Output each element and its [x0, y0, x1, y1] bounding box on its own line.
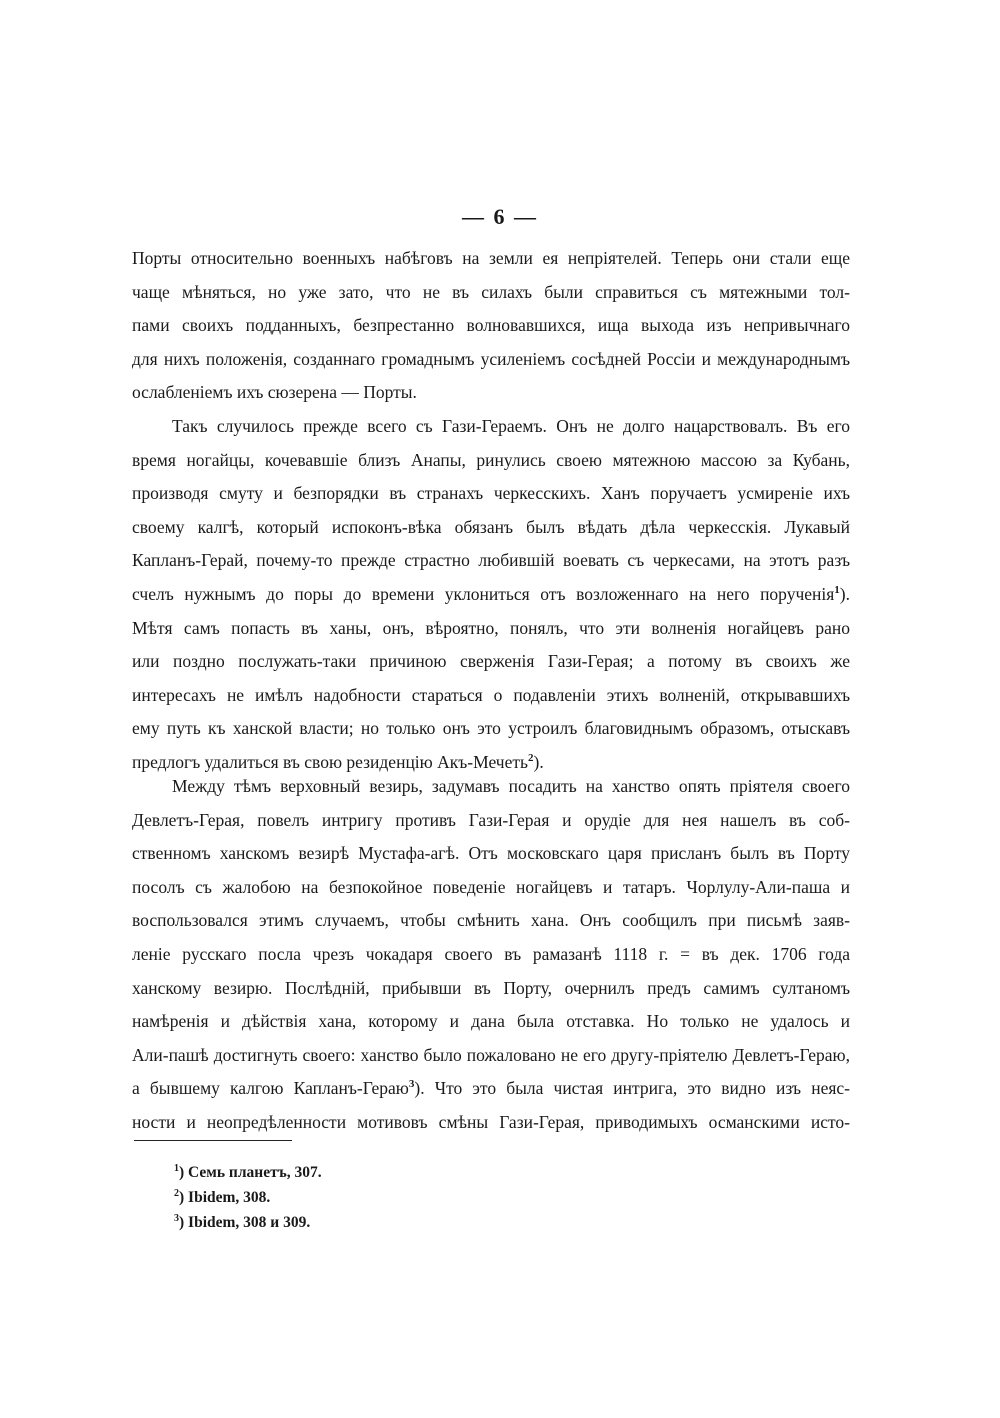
text-line: время ногайцы, кочевавшіе близъ Анапы, ринулись своею мятежною массою за Кубань,: [132, 449, 850, 470]
footnote-text: ) Семь планетъ, 307.: [179, 1164, 322, 1181]
text-line: посолъ съ жалобою на безпокойное поведеніе ногайцевъ и татаръ. Чорлулу-Али-паша и: [132, 876, 850, 897]
paragraph-3: [132, 770, 850, 1140]
text-line: Мѣтя самъ попасть въ ханы, онъ, вѣроятно, понялъ, что эти волненія ногайцевъ рано: [132, 617, 850, 638]
line-text: а бывшему калгою Капланъ-Гераю: [132, 1078, 409, 1099]
text-line: пами своихъ подданныхъ, безпрестанно волновавшихся, ища выхода изъ непривычнаго: [132, 315, 850, 336]
footnote-ref-2[interactable]: 2: [528, 752, 534, 765]
footnote-text: ) Ibidem, 308 и 309.: [179, 1214, 311, 1231]
text-line: Такъ случилось прежде всего съ Гази-Гераемъ. Онъ не долго нацарствовалъ. Въ его: [172, 416, 850, 436]
text-line: своему калгѣ, который испоконъ-вѣка обязанъ былъ вѣдать дѣла черкесскія. Лукавый: [132, 516, 850, 537]
footnote-ref-1[interactable]: 1: [834, 584, 840, 597]
text-line: леніе русскаго посла чрезъ чокадаря своего въ рамазанѣ 1118 г. = въ дек. 1706 года: [132, 943, 850, 964]
footnotes: [174, 1160, 574, 1235]
text-line: ности и неопредѣленности мотивовъ смѣны Гази-Герая, приводимыхъ османскими исто-: [132, 1111, 850, 1132]
footnote-2: [174, 1185, 574, 1210]
text-line: ханскому везирю. Послѣдній, прибывши въ Порту, очернилъ предъ самимъ султаномъ: [132, 977, 850, 998]
footnote-1: [174, 1160, 574, 1185]
footnote-mark: 3: [174, 1212, 179, 1224]
line-tail: ). Что это была чистая интрига, это видно изъ неяс-: [414, 1078, 850, 1099]
text-line: Между тѣмъ верховный везирь, задумавъ посадить на ханство опять пріятеля своего: [172, 776, 850, 796]
text-line: или поздно послужать-таки причиною сверженія Гази-Герая; а потому въ своихъ же: [132, 651, 850, 672]
footnote-mark: 2: [174, 1187, 179, 1199]
line-tail: ).: [839, 583, 850, 604]
text-line: интересахъ не имѣлъ надобности стараться о подавленіи этихъ волненій, открывавшихъ: [132, 684, 850, 705]
text-line: Капланъ-Герай, почему-то прежде страстно любившій воевать съ черкесами, на этотъ разъ: [132, 550, 850, 571]
text-line: производя смуту и безпорядки въ странахъ черкесскихъ. Ханъ поручаетъ усмиреніе ихъ: [132, 483, 850, 504]
page-number: — 6 —: [462, 204, 538, 229]
footnote-divider: [134, 1140, 292, 1141]
text-line: [132, 1072, 850, 1106]
text-line: для нихъ положенія, созданнаго громаднымъ усиленіемъ сосѣдней Россіи и международнымъ: [132, 348, 850, 369]
line-text: предлогъ удалиться въ свою резиденцію Акъ-Мечеть: [132, 751, 528, 772]
paragraph-1: [132, 242, 850, 410]
footnote-ref-3[interactable]: 3: [408, 1078, 415, 1091]
line-tail: ).: [533, 751, 544, 772]
text-line: ственномъ ханскомъ везирѣ Мустафа-агѣ. Отъ московскаго царя присланъ былъ въ Порту: [132, 843, 850, 864]
text-line: Девлетъ-Герая, повелъ интригу противъ Гази-Герая и орудіе для нея нашелъ въ соб-: [132, 809, 850, 830]
text-line: воспользовался этимъ случаемъ, чтобы смѣнить хана. Онъ сообщилъ при письмѣ заяв-: [132, 910, 850, 931]
text-line: намѣренія и дѣйствія хана, которому и дана была отставка. Но только не удалось и: [132, 1011, 850, 1032]
footnote-text: ) Ibidem, 308.: [179, 1189, 271, 1206]
text-line: ему путь къ ханской власти; но только онъ это устроилъ благовиднымъ образомъ, отыскавъ: [132, 718, 850, 739]
text-line: чаще мѣняться, но уже зато, что не въ силахъ были справиться съ мятежными тол-: [132, 281, 850, 302]
text-line: Али-пашѣ достигнуть своего: ханство было пожаловано не его другу-пріятелю Девлетъ-Гераю,: [132, 1044, 850, 1065]
text-line: [132, 578, 850, 612]
footnote-mark: 1: [174, 1162, 179, 1174]
text-line: Порты относительно военныхъ набѣговъ на земли ея непріятелей. Теперь они стали еще: [132, 248, 850, 268]
line-text: счелъ нужнымъ до поры до времени уклониться отъ возложеннаго на него порученія: [132, 583, 835, 604]
paragraph-2: [132, 410, 850, 780]
text-line: ослабленіемъ ихъ сюзерена — Порты.: [132, 382, 417, 403]
footnote-3: [174, 1210, 574, 1235]
